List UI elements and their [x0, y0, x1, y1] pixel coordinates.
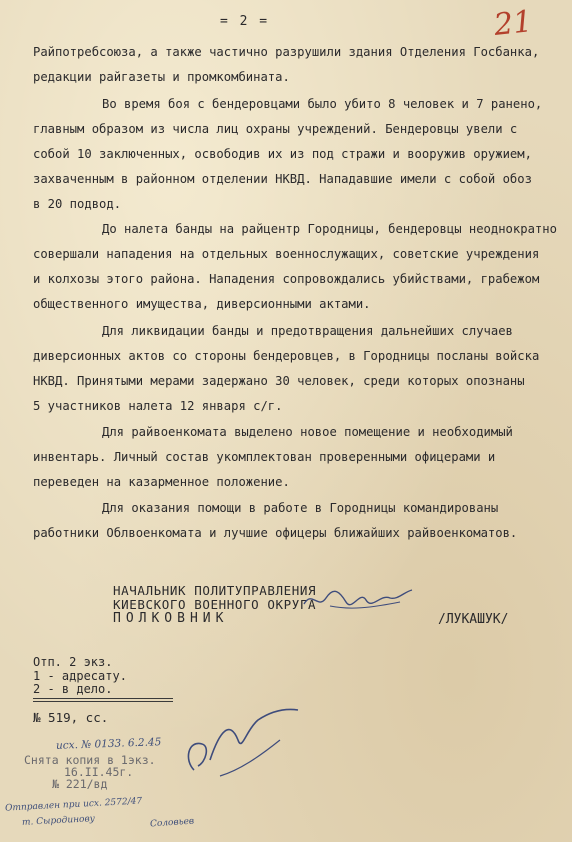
text-line: собой 10 заключенных, освободив их из под стражи и вооружив оружием, [33, 147, 532, 161]
copies-addressee: 1 - адресату. [33, 668, 127, 683]
text-line: диверсионных актов со стороны бендеровцев, в Городницы посланы войска [33, 349, 540, 363]
copy-note-line: Снята копия в 1экз. [24, 753, 156, 767]
copy-note-number: № 221/вд [52, 777, 108, 791]
bottom-note-recipient: т. Сыродинову [21, 814, 96, 828]
handwritten-signature-icon [180, 700, 310, 790]
divider [33, 698, 173, 699]
registration-number: № 519, сс. [33, 710, 109, 725]
divider [33, 701, 173, 702]
folio-number: 21 [492, 4, 534, 43]
text-line: переведен на казарменное положение. [33, 475, 290, 489]
signature-name: /ЛУКАШУК/ [438, 612, 509, 627]
copies-note [33, 656, 127, 697]
text-line: захваченным в районном отделении НКВД. Нападавшие имели с собой обоз [33, 172, 532, 186]
copy-note [24, 754, 156, 790]
signature-position: НАЧАЛЬНИК ПОЛИТУПРАВЛЕНИЯ [113, 583, 317, 598]
text-line: общественного имущества, диверсионными актами. [33, 297, 371, 311]
signature-block [113, 584, 316, 626]
text-line: главным образом из числа лиц охраны учреждений. Бендеровцы увели с [33, 122, 518, 136]
text-line: совершали нападения на отдельных военнослужащих, советские учреждения [33, 247, 540, 261]
incoming-number-note: исх. № 0133. 6.2.45 [55, 736, 162, 752]
text-line: Во время боя с бендеровцами было убито 8 человек и 7 ранено, [102, 97, 543, 111]
text-line: До налета банды на райцентр Городницы, бендеровцы неоднократно [102, 222, 557, 236]
copy-note-date: 16.II.45г. [64, 765, 134, 779]
text-line: Для райвоенкомата выделено новое помещение и необходимый [102, 425, 513, 439]
handwritten-signature-icon [300, 580, 420, 620]
text-line: Для оказания помощи в работе в Городницы командированы [102, 501, 499, 515]
text-line: редакции райгазеты и промкомбината. [33, 70, 290, 84]
page-marker: = 2 = [220, 14, 270, 29]
bottom-note-line: Отправлен при исх. 2572/47 [4, 796, 143, 814]
text-line: в 20 подвод. [33, 197, 122, 211]
signature-rank: ПОЛКОВНИК [113, 611, 229, 626]
text-line: и колхозы этого района. Нападения сопровождались убийствами, грабежом [33, 272, 540, 286]
text-line: Райпотребсоюза, а также частично разрушили здания Отделения Госбанка, [33, 45, 540, 59]
copies-file: 2 - в дело. [33, 682, 113, 696]
text-line: Для ликвидации банды и предотвращения дальнейших случаев [102, 324, 513, 338]
text-line: инвентарь. Личный состав укомплектован проверенными офицерами и [33, 450, 496, 464]
copies-count: Отп. 2 экз. [33, 655, 113, 669]
text-line: работники Облвоенкомата и лучшие офицеры ближайших райвоенкоматов. [33, 526, 518, 540]
text-line: НКВД. Принятыми мерами задержано 30 человек, среди которых опознаны [33, 374, 525, 388]
text-line: 5 участников налета 12 января с/г. [33, 399, 283, 413]
signature-district: КИЕВСКОГО ВОЕННОГО ОКРУГА [113, 597, 317, 612]
bottom-note-signature: Соловьев [149, 816, 195, 830]
